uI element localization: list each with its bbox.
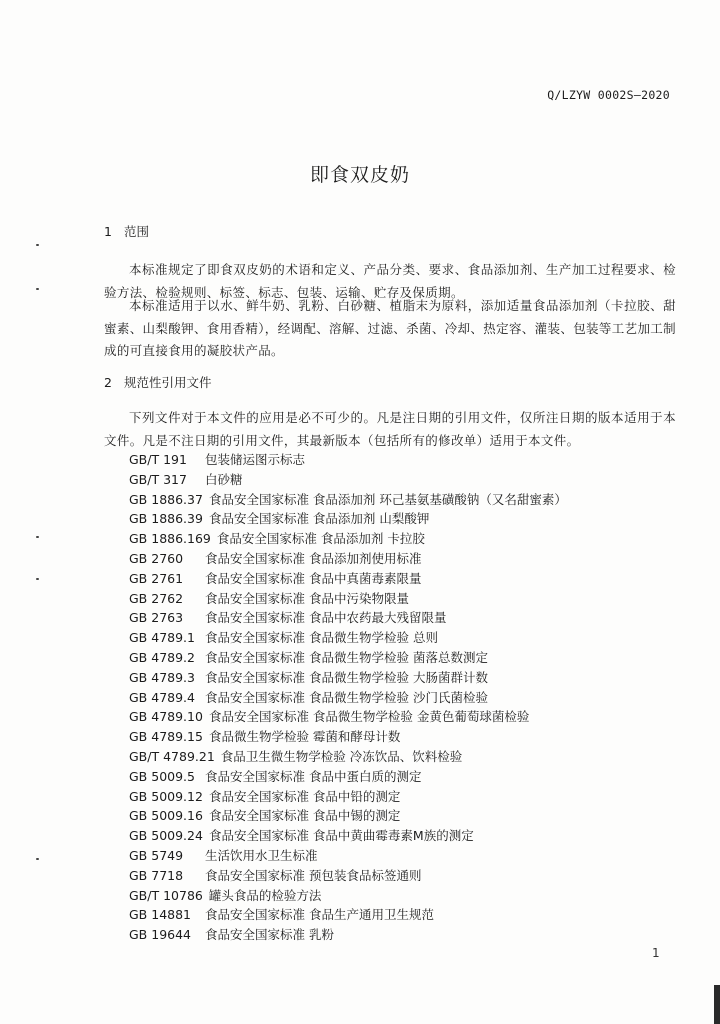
reference-title: 食品安全国家标准 食品中污染物限量 (205, 590, 409, 606)
scan-speck (36, 578, 39, 580)
reference-list (129, 450, 567, 945)
reference-code: GB 1886.169 (129, 531, 211, 547)
reference-item (129, 490, 567, 510)
reference-item (129, 648, 567, 668)
reference-title: 食品安全国家标准 食品中铅的测定 (208, 788, 401, 804)
reference-title: 包装储运图示标志 (205, 452, 306, 467)
standard-code: Q/LZYW 0002S—2020 (547, 88, 670, 102)
reference-item (129, 529, 567, 549)
document-title: 即食双皮奶 (309, 164, 410, 186)
reference-code: GB 5009.12 (129, 788, 203, 804)
reference-item (129, 707, 567, 727)
reference-code: GB 4789.3 (129, 669, 195, 685)
reference-title: 生活饮用水卫生标准 (205, 847, 318, 863)
reference-code: GB 4789.4 (129, 689, 195, 705)
reference-item (129, 767, 567, 787)
reference-item (129, 806, 567, 826)
reference-title: 食品安全国家标准 乳粉 (205, 927, 334, 943)
reference-item (129, 846, 567, 866)
references-intro: 下列文件对于本文件的应用是必不可少的。凡是注日期的引用文件，仅所注日期的版本适用于本文件。凡是不注日期的引用文件，其最新版本（包括所有的修改单）适用于本文件。 (104, 410, 676, 448)
reference-item (129, 549, 567, 569)
section-number: 1 (104, 224, 112, 239)
reference-title: 食品安全国家标准 食品微生物学检验 沙门氏菌检验 (205, 689, 488, 705)
section-title: 规范性引用文件 (123, 375, 212, 390)
reference-code: GB/T 191 (129, 452, 187, 467)
reference-code: GB 5009.5 (129, 768, 195, 784)
reference-item (129, 886, 567, 906)
section-number: 2 (104, 375, 112, 390)
reference-code: GB/T 10786 (129, 887, 203, 903)
reference-item (129, 905, 567, 925)
reference-code: GB 4789.1 (129, 630, 195, 646)
reference-item (129, 688, 567, 708)
reference-title: 食品安全国家标准 食品添加剂 山梨酸钾 (208, 511, 430, 527)
reference-item (129, 628, 567, 648)
reference-item (129, 866, 567, 886)
reference-code: GB 5009.16 (129, 808, 203, 824)
reference-title: 食品微生物学检验 霉菌和酵母计数 (208, 729, 401, 745)
reference-title: 食品安全国家标准 食品添加剂使用标准 (205, 550, 422, 566)
reference-item (129, 925, 567, 945)
reference-item (129, 747, 567, 767)
reference-item (129, 470, 567, 490)
reference-code: GB 1886.39 (129, 511, 203, 527)
reference-item (129, 569, 567, 589)
reference-title: 罐头食品的检验方法 (208, 887, 322, 903)
page-number: 1 (652, 946, 660, 960)
reference-code: GB 2761 (129, 570, 184, 586)
section-1-heading (104, 222, 149, 240)
reference-item (129, 668, 567, 688)
reference-code: GB 2763 (129, 610, 184, 626)
scope-paragraph-1: 本标准规定了即食双皮奶的术语和定义、产品分类、要求、食品添加剂、生产加工过程要求、检验方法、检验规则、标签、标志、包装、运输、贮存及保质期。 (104, 262, 676, 300)
reference-title: 食品安全国家标准 食品中锡的测定 (208, 808, 401, 824)
reference-title: 白砂糖 (205, 471, 243, 487)
reference-title: 食品安全国家标准 食品生产通用卫生规范 (205, 907, 434, 923)
reference-title: 食品安全国家标准 食品中黄曲霉毒素M族的测定 (208, 828, 474, 844)
reference-title: 食品安全国家标准 食品添加剂 环己基氨基磺酸钠（又名甜蜜素） (208, 491, 567, 507)
scan-speck (36, 536, 39, 538)
reference-title: 食品安全国家标准 食品中蛋白质的测定 (205, 768, 422, 784)
reference-item (129, 826, 567, 846)
reference-code: GB 7718 (129, 867, 184, 883)
section-title: 范围 (123, 224, 149, 239)
reference-code: GB 4789.2 (129, 649, 195, 665)
scan-edge-mark (714, 985, 720, 1024)
reference-code: GB 5749 (129, 847, 184, 863)
reference-item (129, 787, 567, 807)
reference-title: 食品安全国家标准 食品中农药最大残留限量 (205, 610, 447, 626)
scan-speck (36, 244, 39, 246)
reference-title: 食品安全国家标准 食品添加剂 卡拉胶 (216, 531, 425, 547)
reference-code: GB 2762 (129, 590, 184, 606)
reference-title: 食品安全国家标准 食品微生物学检验 菌落总数测定 (205, 649, 488, 665)
reference-item (129, 509, 567, 529)
scope-paragraph-2: 本标准适用于以水、鲜牛奶、乳粉、白砂糖、植脂末为原料，添加适量食品添加剂（卡拉胶、甜蜜素、山梨酸钾、食用香精），经调配、溶解、过滤、杀菌、冷却、热定容、灌装、包装等工艺加工制成的可直接食用的凝胶状产品。 (104, 298, 677, 358)
reference-title: 食品安全国家标准 预包装食品标签通则 (205, 867, 422, 883)
reference-item (129, 727, 567, 747)
reference-title: 食品安全国家标准 食品微生物学检验 金黄色葡萄球菌检验 (208, 709, 530, 725)
reference-title: 食品卫生微生物学检验 冷冻饮品、饮料检验 (220, 748, 463, 764)
reference-code: GB 2760 (129, 550, 184, 566)
reference-code: GB 19644 (129, 927, 191, 943)
section-2-heading (104, 373, 212, 391)
scan-speck (36, 288, 39, 290)
reference-code: GB 4789.10 (129, 709, 203, 725)
reference-code: GB/T 4789.21 (129, 748, 215, 764)
reference-title: 食品安全国家标准 食品微生物学检验 总则 (205, 630, 438, 646)
reference-code: GB/T 317 (129, 471, 187, 487)
reference-code: GB 5009.24 (129, 828, 203, 844)
reference-title: 食品安全国家标准 食品中真菌毒素限量 (205, 570, 422, 586)
reference-item (129, 450, 567, 470)
reference-code: GB 1886.37 (129, 491, 203, 507)
scan-speck (36, 858, 39, 860)
reference-item (129, 589, 567, 609)
reference-item (129, 608, 567, 628)
reference-code: GB 4789.15 (129, 729, 203, 745)
reference-title: 食品安全国家标准 食品微生物学检验 大肠菌群计数 (205, 669, 488, 685)
reference-code: GB 14881 (129, 907, 191, 923)
